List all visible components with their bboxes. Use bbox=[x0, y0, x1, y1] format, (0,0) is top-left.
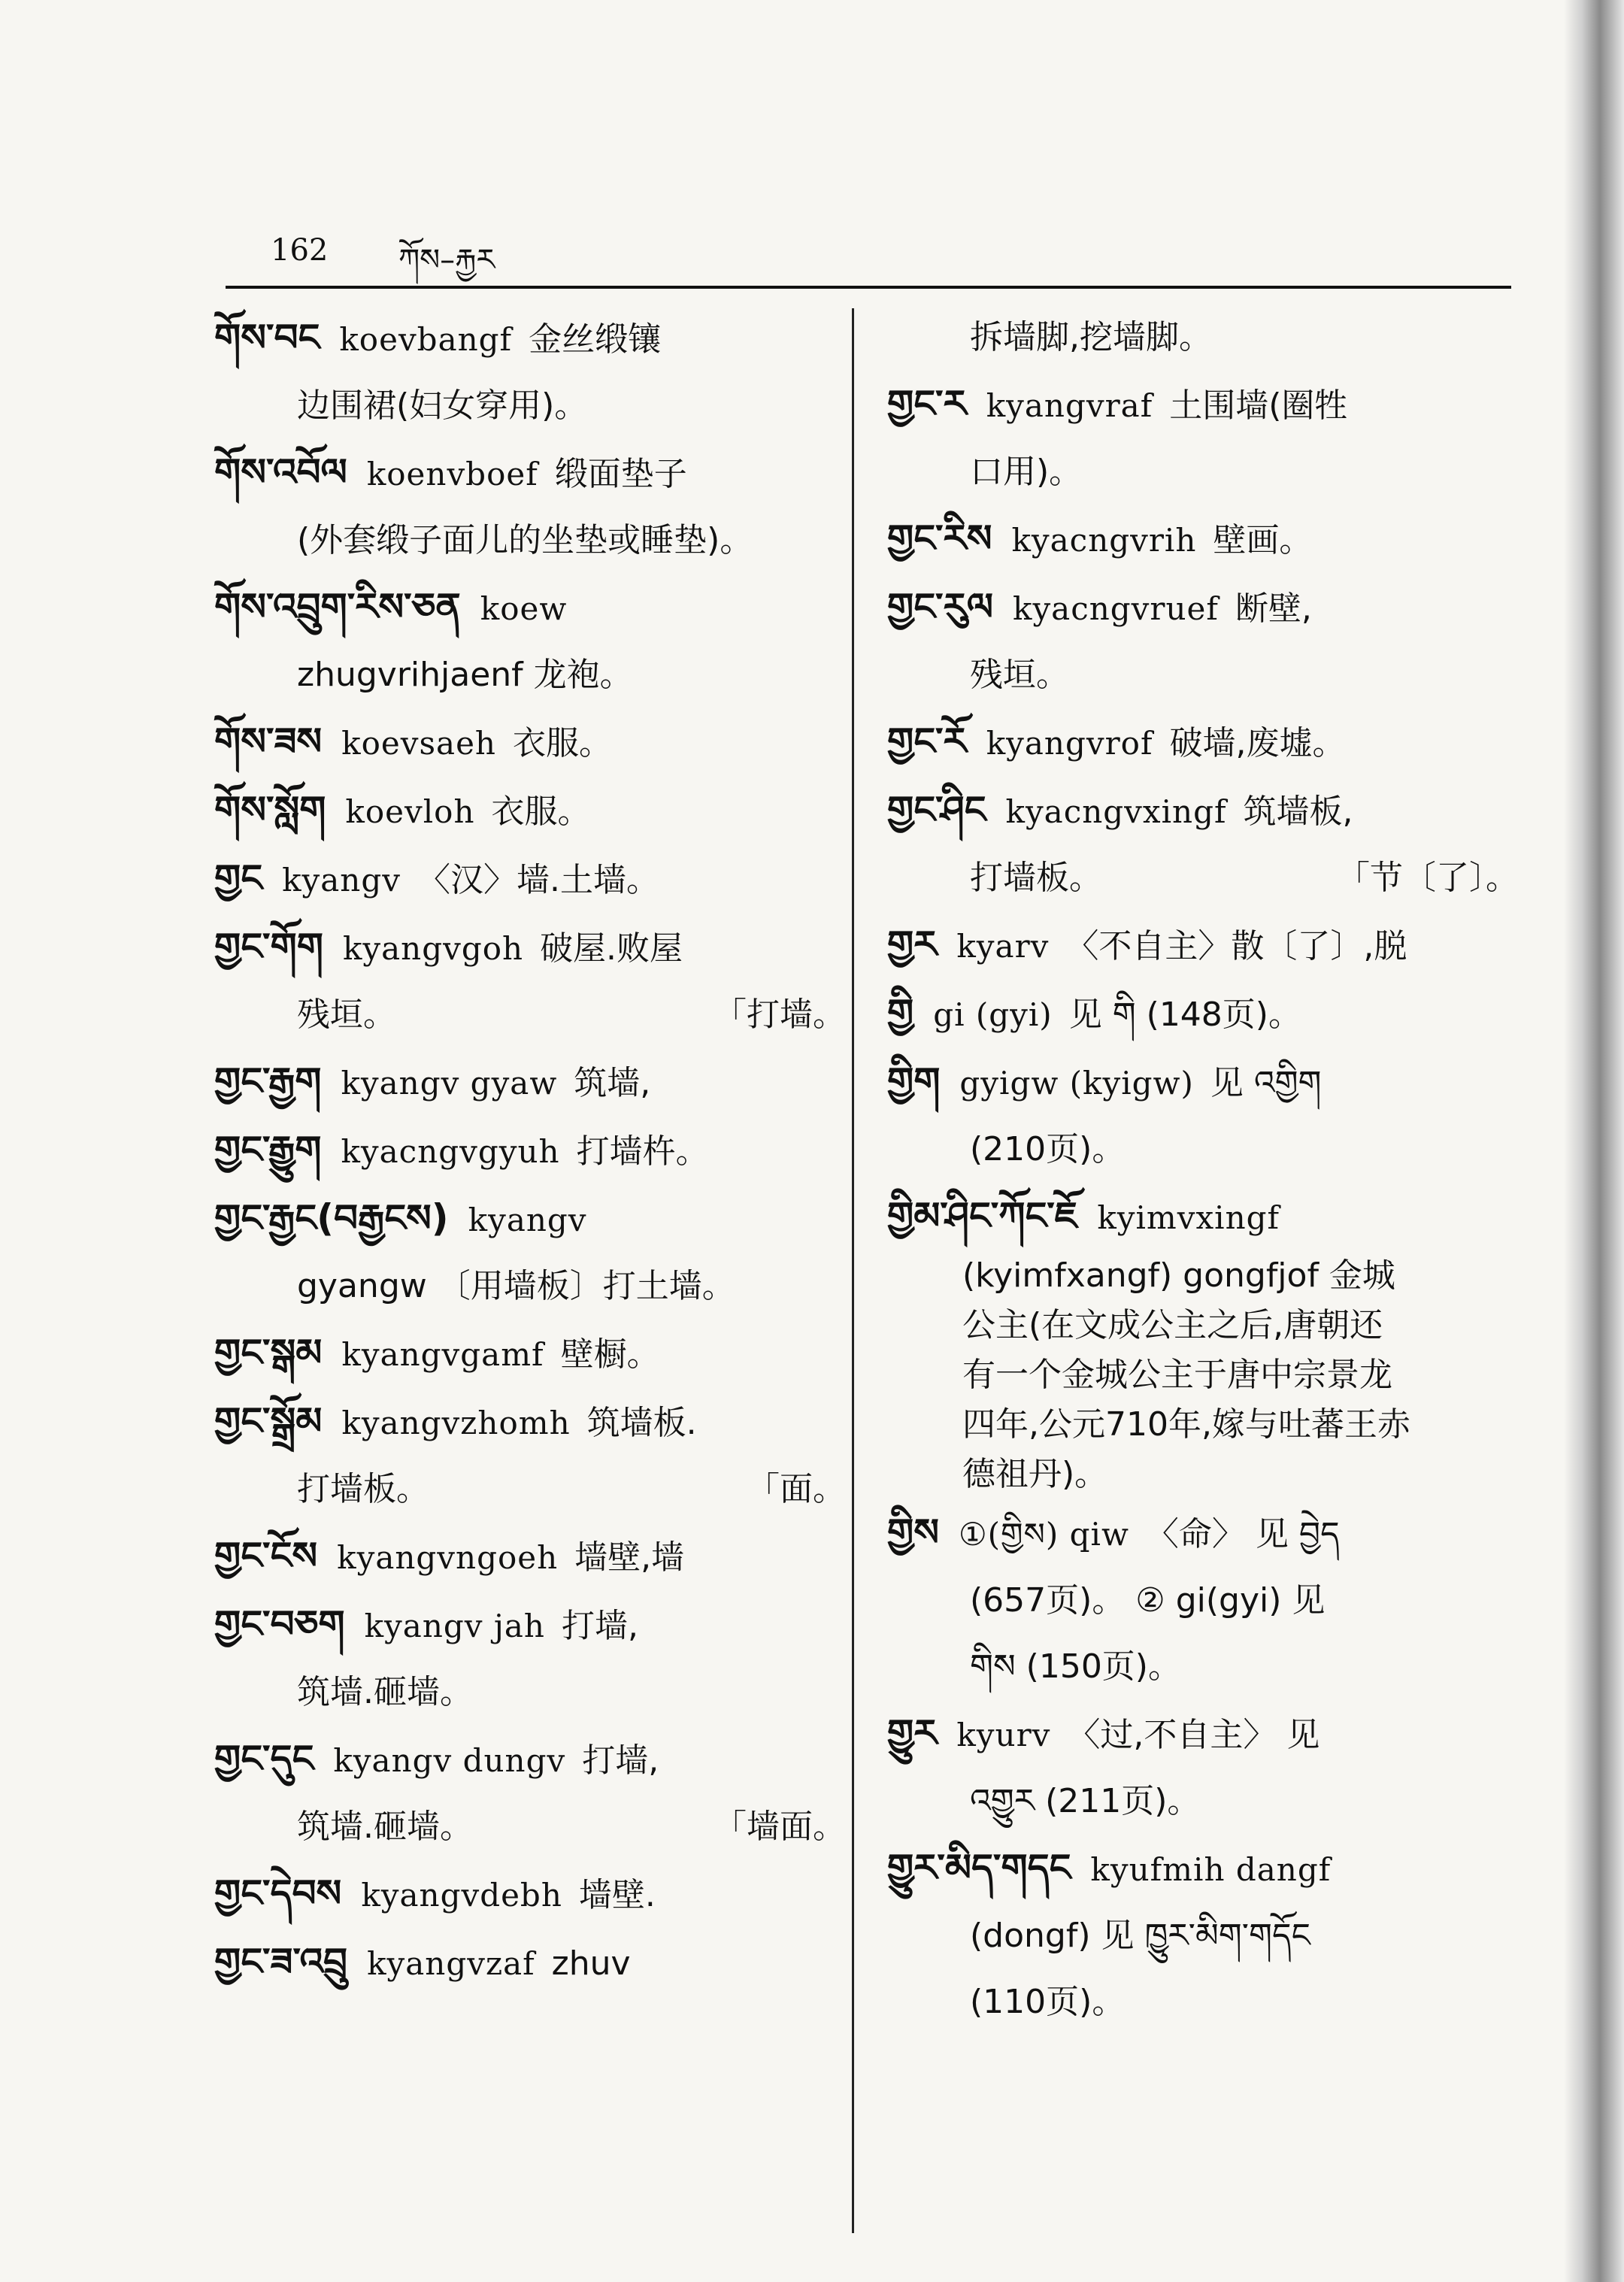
gloss: 筑墙板. bbox=[586, 1404, 697, 1442]
dictionary-entry bbox=[887, 574, 1519, 708]
headword-tibetan: གྱང་རྒྱག bbox=[214, 1059, 322, 1103]
headword-tibetan: གོས་བང bbox=[214, 316, 320, 359]
headword-tibetan: གྱང་ཟ་འབྲུ bbox=[214, 1940, 348, 1983]
romanization: kyufmih dangf bbox=[1090, 1851, 1332, 1888]
gloss-continuation: zhugvrihjaenf 龙袍。 bbox=[297, 656, 633, 694]
romanization: kyacngvrih bbox=[1011, 522, 1197, 559]
headword-tibetan: གྱིས bbox=[887, 1511, 939, 1554]
dictionary-entry bbox=[214, 305, 846, 439]
right-column bbox=[887, 305, 1519, 2035]
romanization: kyangvgamf bbox=[341, 1336, 544, 1373]
gloss-continuation: འགྱུར (211页)。 bbox=[970, 1782, 1201, 1820]
romanization: kyangvngoeh bbox=[337, 1539, 559, 1576]
gloss: 筑墙板, bbox=[1243, 792, 1353, 831]
romanization: kyangvgoh bbox=[342, 930, 524, 967]
gloss-continuation: gyangw 〔用墙板〕打土墙。 bbox=[297, 1267, 735, 1305]
gloss: 〈命〉 见 བྱེད bbox=[1145, 1515, 1340, 1553]
dictionary-entry bbox=[214, 777, 846, 845]
dictionary-entry bbox=[214, 1929, 846, 1997]
gloss-continuation bbox=[214, 1794, 846, 1860]
gloss: 打墙杵。 bbox=[576, 1132, 709, 1171]
dictionary-entry bbox=[887, 371, 1519, 505]
headword-tibetan: གྱང་ར bbox=[887, 382, 967, 426]
headword-tibetan: གྱང་ངོས bbox=[214, 1534, 318, 1577]
gloss: 见 འགྱིག bbox=[1210, 1064, 1322, 1102]
dictionary-entry bbox=[214, 1048, 846, 1117]
headword-tibetan: གྱང་རྒྱང(བརྒྱངས) bbox=[214, 1196, 449, 1240]
romanization: koevsaeh bbox=[341, 725, 496, 762]
romanization: kyangvrof bbox=[986, 725, 1153, 762]
gloss-continuation bbox=[214, 982, 846, 1048]
romanization: kyangv bbox=[282, 862, 401, 899]
headword-tibetan: གྱང་རོ bbox=[887, 720, 967, 763]
gloss-continuation: (dongf) 见 ཁྱུར་མིག་གདོང bbox=[970, 1917, 1310, 1955]
dictionary-entry bbox=[887, 505, 1519, 574]
headword-tibetan: གྱར bbox=[887, 923, 938, 966]
headword-tibetan: གོས་ཟས bbox=[214, 720, 323, 763]
headword-tibetan: གྱང་རིས bbox=[887, 517, 992, 560]
romanization: koevbangf bbox=[339, 321, 513, 358]
gloss: 缎面垫子 bbox=[554, 455, 687, 493]
dictionary-entry bbox=[214, 1320, 846, 1388]
hanging-fragment: 「墙面。 bbox=[714, 1808, 846, 1846]
hanging-fragment: 「节〔了〕。 bbox=[1337, 859, 1519, 897]
gloss-block-line: 四年,公元710年,嫁与吐蕃王赤 bbox=[962, 1405, 1410, 1444]
gloss: 打墙, bbox=[582, 1741, 659, 1780]
page-edge-shadow bbox=[1564, 0, 1624, 2282]
headword-tibetan: གྱང་དེབས bbox=[214, 1871, 342, 1915]
romanization: kyangv jah bbox=[364, 1608, 545, 1644]
page-header bbox=[226, 226, 1504, 278]
headword-tibetan: གྱུར་མིད་གདང bbox=[887, 1846, 1071, 1890]
headword-tibetan: གྱང་ཤིང bbox=[887, 788, 986, 832]
dictionary-entry bbox=[887, 911, 1519, 980]
dictionary-entry bbox=[887, 777, 1519, 911]
headword-tibetan: གྱུར bbox=[887, 1711, 938, 1755]
continuation-text: 打墙板。 bbox=[297, 1470, 429, 1508]
gloss: 破屋.败屋 bbox=[540, 929, 683, 968]
gloss-continuation bbox=[214, 1456, 846, 1523]
romanization: koevloh bbox=[345, 793, 475, 830]
continuation-text: 打墙板。 bbox=[970, 859, 1102, 897]
dictionary-entry bbox=[887, 1183, 1519, 1251]
continuation-text: 残垣。 bbox=[297, 996, 396, 1034]
dictionary-entry bbox=[887, 1700, 1519, 1835]
romanization: kyangvdebh bbox=[361, 1877, 562, 1914]
romanization: kyangv dungv bbox=[333, 1742, 566, 1779]
gloss: 衣服。 bbox=[512, 724, 612, 762]
dictionary-entry bbox=[214, 1388, 846, 1523]
gloss-continuation: 残垣。 bbox=[970, 656, 1069, 694]
dictionary-entry bbox=[887, 1499, 1519, 1634]
romanization: gi (gyi) bbox=[933, 996, 1053, 1033]
gloss: 墙壁. bbox=[578, 1876, 656, 1914]
dictionary-entry bbox=[214, 845, 846, 914]
headword-tibetan: གྱང་དུང bbox=[214, 1737, 314, 1780]
headword-tibetan: གྱང་གོག bbox=[214, 925, 323, 968]
gloss-block-line: 有一个金城公主于唐中宗景龙 bbox=[962, 1356, 1392, 1394]
dictionary-entry bbox=[214, 708, 846, 777]
romanization: kyacngvgyuh bbox=[341, 1133, 560, 1170]
dictionary-entry bbox=[214, 1185, 846, 1320]
romanization: koew bbox=[480, 590, 568, 627]
romanization: kyurv bbox=[956, 1717, 1051, 1753]
gloss-block-line: (kyimfxangf) gongfjof 金城 bbox=[962, 1256, 1395, 1295]
gloss: 壁画。 bbox=[1213, 521, 1313, 559]
gloss-continuation: གིས (150页)。 bbox=[970, 1647, 1181, 1686]
gloss: 土围墙(圈牲 bbox=[1169, 386, 1348, 425]
dictionary-entry bbox=[887, 708, 1519, 777]
dictionary-entry bbox=[887, 1835, 1519, 1969]
gloss: 筑墙, bbox=[574, 1064, 651, 1102]
gloss: 打墙, bbox=[561, 1607, 638, 1645]
dictionary-entry bbox=[214, 1726, 846, 1860]
gloss: 〈过,不自主〉 见 bbox=[1067, 1716, 1320, 1754]
gloss-continuation: (110页)。 bbox=[970, 1983, 1126, 2021]
headword-tibetan: གྱང bbox=[214, 856, 263, 900]
romanization: kyangv gyaw bbox=[341, 1065, 558, 1102]
romanization: kyarv bbox=[956, 928, 1050, 965]
gloss: 墙壁,墙 bbox=[574, 1538, 685, 1577]
dictionary-entry bbox=[214, 914, 846, 1048]
romanization: kyacngvxingf bbox=[1005, 793, 1227, 830]
gloss-continuation: 边围裙(妇女穿用)。 bbox=[297, 386, 588, 425]
romanization: kyangv bbox=[468, 1202, 587, 1238]
gloss-continuation: (657页)。 ② gi(gyi) 见 bbox=[970, 1581, 1326, 1620]
gloss-block bbox=[887, 1251, 1519, 1499]
headword-tibetan: གོས་འབོལ bbox=[214, 450, 347, 494]
column-divider bbox=[852, 308, 854, 2233]
dictionary-entry bbox=[214, 1591, 846, 1726]
gloss: 衣服。 bbox=[491, 792, 591, 831]
headword-tibetan: གྱང་བཅག bbox=[214, 1602, 345, 1646]
dictionary-entry bbox=[214, 1523, 846, 1591]
gloss: 壁橱。 bbox=[560, 1335, 660, 1374]
dictionary-entry bbox=[214, 1117, 846, 1185]
headword-tibetan: གོས་སློག bbox=[214, 788, 326, 832]
left-column bbox=[214, 305, 846, 1997]
header-rule bbox=[226, 286, 1511, 289]
dictionary-entry bbox=[214, 439, 846, 574]
romanization: koenvboef bbox=[366, 456, 538, 492]
gloss: 〈汉〉墙.土墙。 bbox=[417, 861, 659, 899]
gloss-continuation: (外套缎子面儿的坐垫或睡垫)。 bbox=[297, 521, 753, 559]
dictionary-entry bbox=[887, 1048, 1519, 1183]
dictionary-entry bbox=[887, 980, 1519, 1048]
gloss: 断壁, bbox=[1235, 589, 1312, 628]
headword-tibetan: གྱང་རུལ bbox=[887, 585, 993, 629]
gloss-continuation bbox=[887, 845, 1519, 911]
hanging-fragment: 「打墙。 bbox=[714, 996, 846, 1034]
headword-tibetan: གྱང་སྒྲོམ bbox=[214, 1399, 323, 1443]
continuation-text: 筑墙.砸墙。 bbox=[297, 1808, 473, 1846]
romanization: kyacngvruef bbox=[1013, 590, 1219, 627]
headword-tibetan: གྱིམ་ཤིང་ཀོང་ཇོ bbox=[887, 1194, 1078, 1238]
romanization: kyangvzaf bbox=[367, 1945, 535, 1982]
dictionary-entry bbox=[214, 574, 846, 708]
hanging-fragment: 「面。 bbox=[747, 1470, 846, 1508]
romanization: kyangvzhomh bbox=[341, 1405, 571, 1441]
gloss-continuation: 筑墙.砸墙。 bbox=[297, 1673, 473, 1711]
headword-tibetan: གྱི bbox=[887, 991, 914, 1035]
running-head: ཀོས–རྐྱར bbox=[398, 243, 495, 277]
gloss: zhuv bbox=[551, 1944, 631, 1983]
gloss: 金丝缎镶 bbox=[529, 320, 662, 359]
page-number: 162 bbox=[271, 233, 329, 268]
gloss-block-line: 公主(在文成公主之后,唐朝还 bbox=[962, 1306, 1383, 1344]
romanization: kyimvxingf bbox=[1097, 1199, 1280, 1236]
headword-tibetan: གྱང་སྒམ bbox=[214, 1331, 323, 1374]
gloss: 〈不自主〉散〔了〕,脱 bbox=[1065, 927, 1407, 965]
romanization: ①(གྱིས) qiw bbox=[958, 1516, 1129, 1553]
gloss-block-line: 德祖丹)。 bbox=[962, 1455, 1108, 1493]
gloss-continuation: 口用)。 bbox=[970, 453, 1083, 491]
romanization: gyigw (kyigw) bbox=[959, 1065, 1194, 1102]
romanization: kyangvraf bbox=[986, 387, 1153, 424]
gloss-continuation: (210页)。 bbox=[970, 1130, 1126, 1168]
dictionary-entry bbox=[214, 1860, 846, 1929]
headword-tibetan: གྱང་རྒྱུག bbox=[214, 1128, 322, 1171]
headword-tibetan: གྱིག bbox=[887, 1059, 941, 1103]
headword-tibetan: གོས་འབྲུག་རིས་ཅན bbox=[214, 585, 461, 629]
gloss: 破墙,废墟。 bbox=[1169, 724, 1346, 762]
gloss: 见 གི (148页)。 bbox=[1068, 996, 1301, 1034]
gloss-continuation: 拆墙脚,挖墙脚。 bbox=[970, 318, 1212, 356]
